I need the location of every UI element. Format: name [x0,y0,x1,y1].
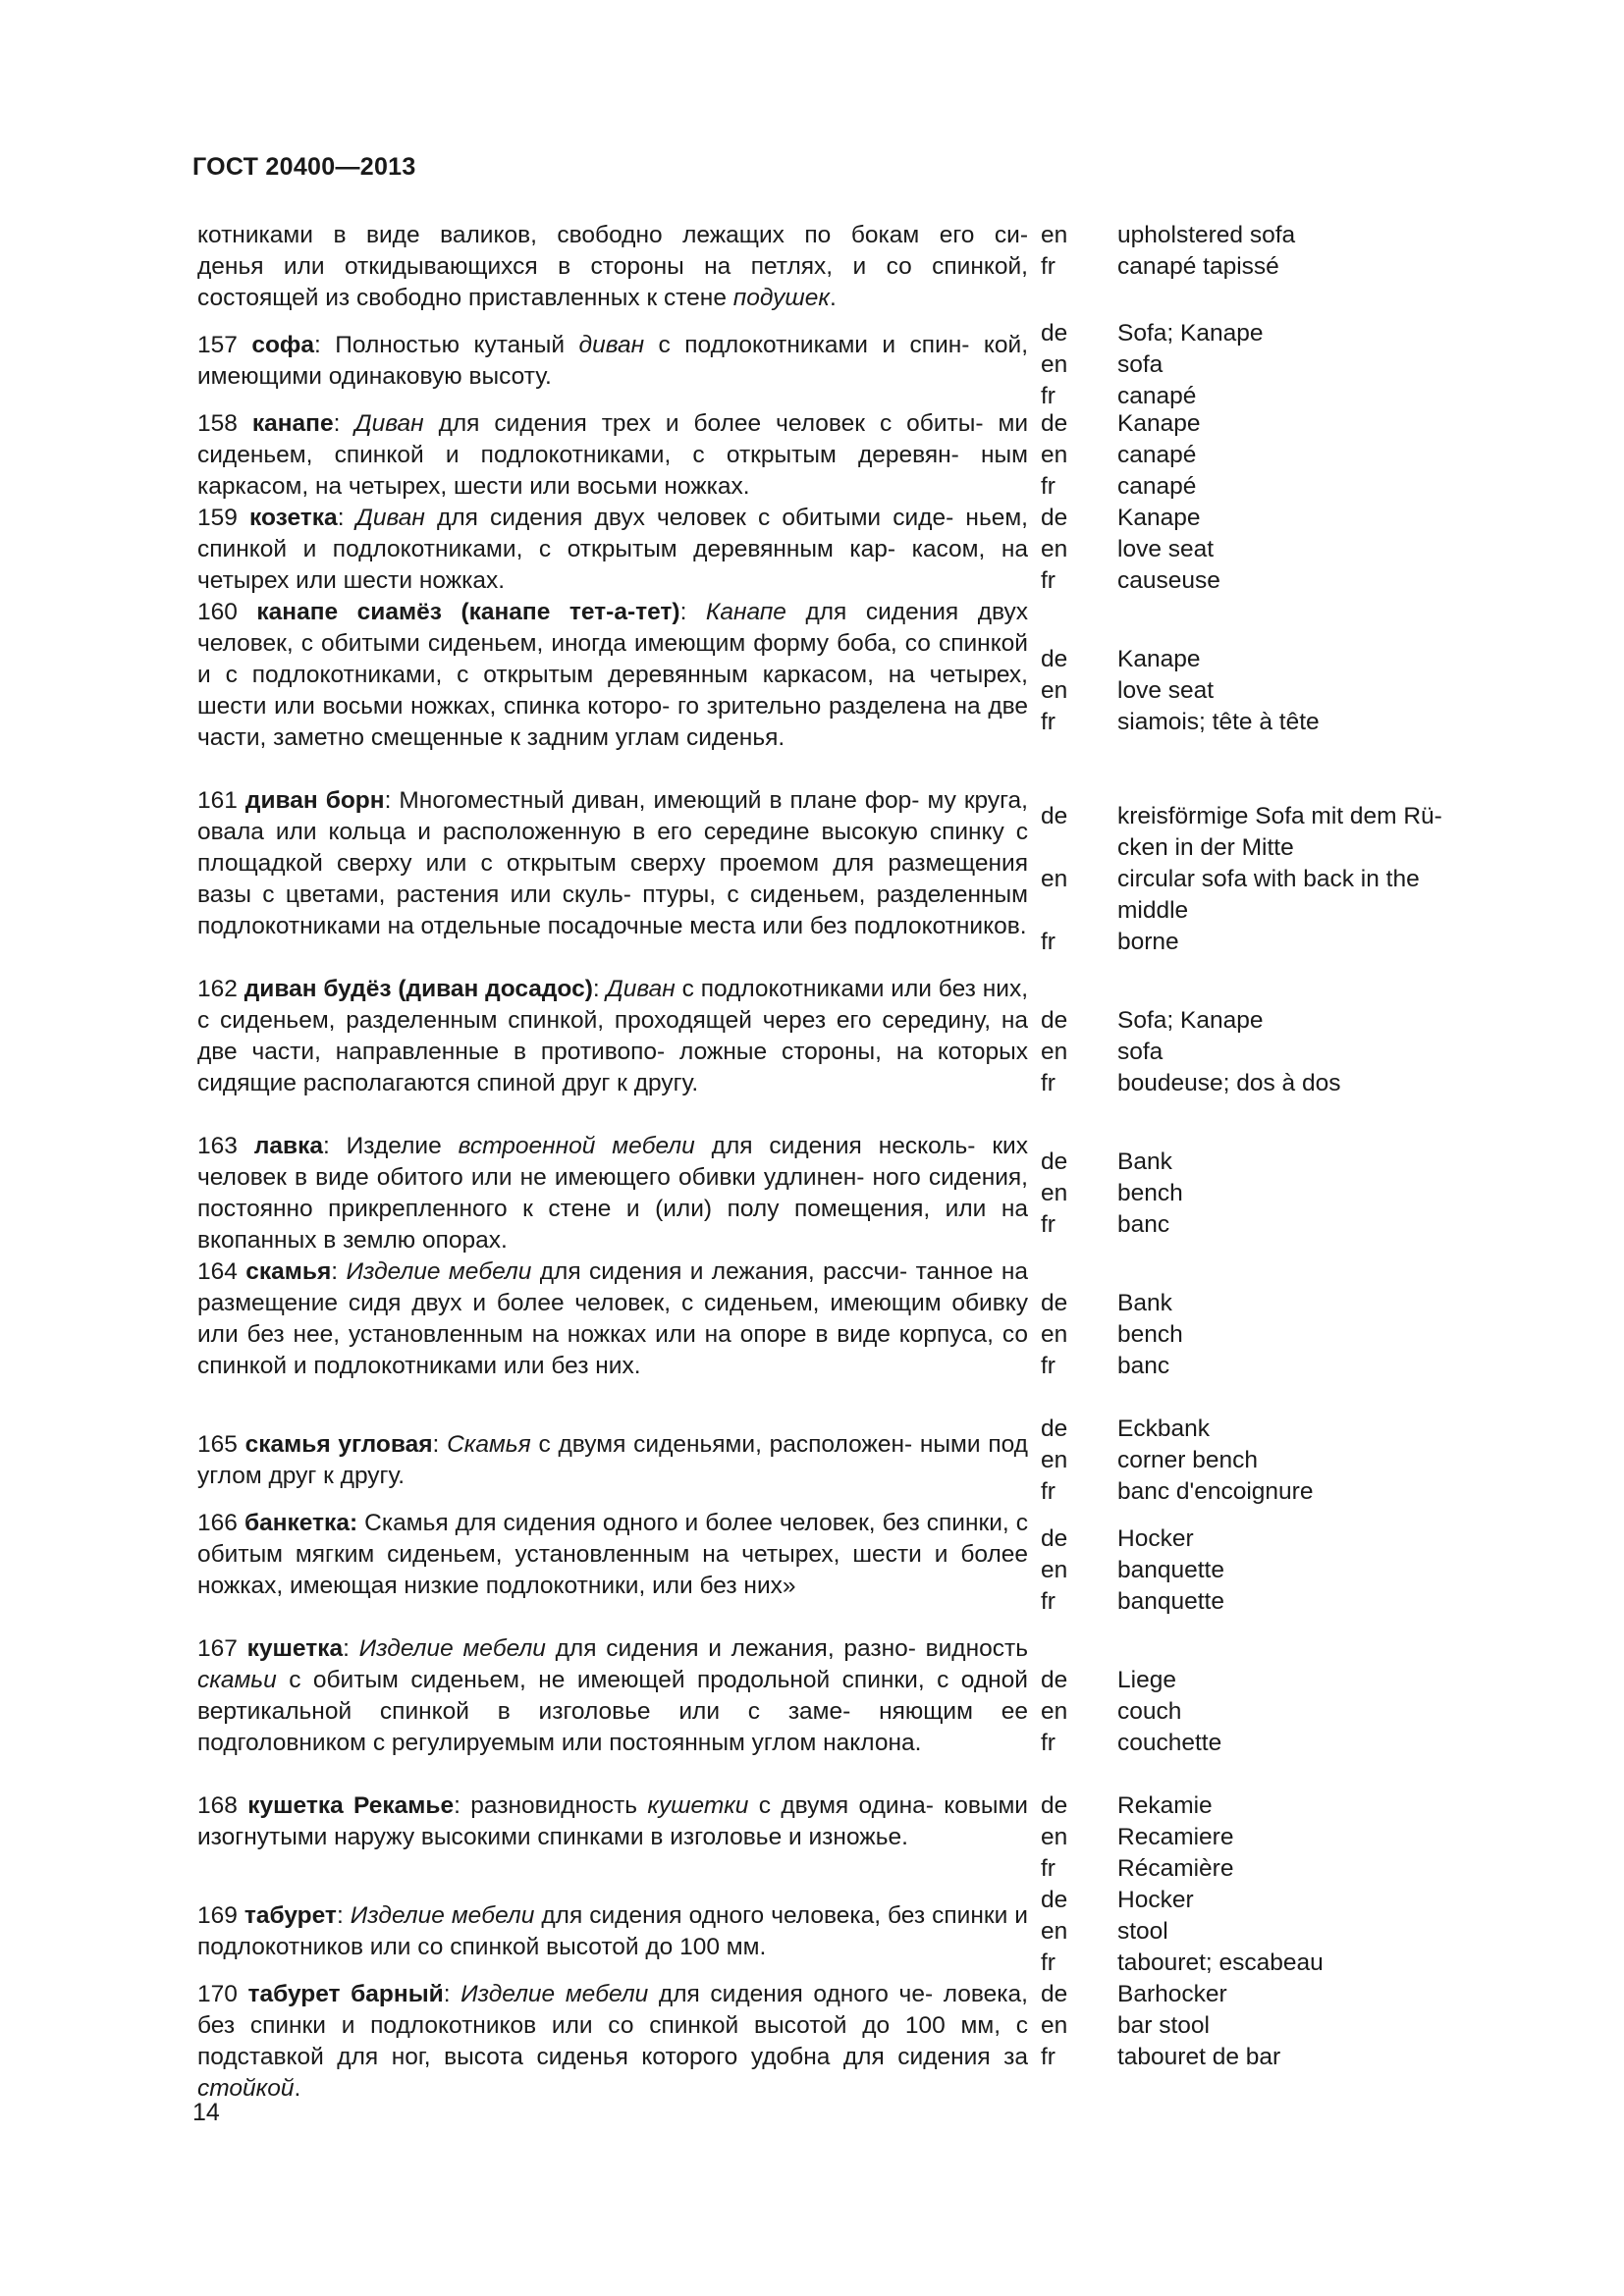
translation-term: sofa [1117,1039,1164,1065]
language-codes [1041,408,1088,503]
term-title: скамья угловая [244,1431,433,1458]
translation-term: Sofa; Kanape [1117,320,1264,347]
lang-code: de [1041,646,1068,672]
lang-code: fr [1041,1353,1056,1379]
lang-code: en [1041,1447,1068,1473]
term-title: кушетка [246,1635,344,1662]
translation-term: Liege [1117,1667,1176,1693]
language-codes [1041,644,1088,738]
italic-term-ref: Диван [606,976,676,1002]
translation-term: couch [1117,1698,1182,1725]
lang-code: en [1041,1824,1068,1850]
language-codes [1041,1979,1088,2073]
lang-code: en [1041,1039,1068,1065]
translation-term: canapé [1117,442,1197,468]
translation-term: banquette [1117,1588,1224,1615]
definition-part: для сидения одного че- ловека, без спинки и подлокотников или со спинкой высотой до 100 мм, с подставкой для ног, высота сиденья которого удобна для сидения за [197,1981,1028,2070]
translation-term: Hocker [1117,1887,1194,1913]
lang-code: en [1041,1321,1068,1348]
term-title: канапе [251,410,334,437]
lang-code: fr [1041,253,1056,280]
lang-code: de [1041,410,1068,437]
italic-term-ref: Изделие мебели [346,1258,532,1285]
term-title: табурет [244,1902,337,1929]
lang-code: en [1041,1698,1068,1725]
italic-term-ref: встроенной мебели [458,1133,695,1159]
lang-code: fr [1041,1588,1056,1615]
definition-part: для сидения несколь- ких человек в виде обитого или не имеющего обивки удлинен- ного сидения, постоянно прикрепленного к стене и (или) полу помещения, или на вкопанных в землю опорах. [197,1133,1028,1254]
translation-term: Eckbank [1117,1415,1210,1442]
term-title: диван борн [244,787,385,814]
definition-part: : разновидность [454,1792,648,1819]
lang-code: de [1041,1792,1068,1819]
translation-term: upholstered sofa [1117,222,1296,248]
term-number: 169 [197,1902,238,1929]
language-codes [1041,1414,1088,1508]
translation-term: Hocker [1117,1525,1194,1552]
definition-part: для сидения и лежания, рассчи- танное на размещение сидя двух и более человек, с сиденьем, имеющим обивку или без нее, установленным на ножках или на опоре в виде корпуса, со спинкой и подлокотниками или без них. [197,1258,1028,1379]
translation-term: Rekamie [1117,1792,1213,1819]
italic-term-ref: Изделие мебели [350,1902,535,1929]
lang-code: fr [1041,567,1056,594]
definition-part: с двумя одина- ковыми изогнутыми наружу высокими спинками в изголовье и изножье. [197,1792,1028,1850]
definition-part: : [336,1902,351,1929]
translation-term: canapé [1117,473,1197,500]
term-title: банкетка: [244,1510,358,1536]
translations [1117,408,1490,503]
lang-code: de [1041,1981,1068,2007]
translation-term: banquette [1117,1557,1224,1583]
translation-term: Bank [1117,1148,1172,1175]
term-number: 161 [197,787,238,814]
translation-term: stool [1117,1918,1168,1945]
translation-term: Bank [1117,1290,1172,1316]
definition-text [197,330,1028,393]
translations [1117,644,1490,738]
language-codes [1041,801,1088,958]
definition-part: : Многоместный диван, имеющий в плане фор- му круга, овала или кольца и расположенную в его середине высокую спинку с площадкой сверху или с открытым сверху проемом для размещения вазы с цветами, растения или скуль- птуры, с сиденьем, разделенным подлокотниками на отдельные посадочные места или без подлокотников. [197,787,1028,939]
lang-code: de [1041,1887,1068,1913]
translations [1117,1523,1490,1618]
translations [1117,1885,1490,1979]
translation-term: Kanape [1117,646,1201,672]
definition-line-text: состоящей из свободно приставленных к стене [197,285,733,311]
definition-part: с двумя сиденьями, расположен- ными под углом друг к другу. [197,1431,1028,1489]
definition-part: для сидения двух человек с обитыми сиде- ньем, спинкой и подлокотниками, с открытым деревянным кар- касом, на четырех или шести ножках. [197,505,1028,594]
lang-code: fr [1041,709,1056,735]
translations [1117,220,1490,283]
definition-part: : [679,599,706,625]
language-codes [1041,220,1088,283]
page-number: 14 [192,2099,220,2126]
translation-term: Barhocker [1117,1981,1227,2007]
definition-text [197,1429,1028,1492]
term-title: кушетка Рекамье [247,1792,455,1819]
language-codes [1041,318,1088,412]
definition-text [197,1979,1028,2105]
term-title: диван будёз (диван досадос) [244,976,593,1002]
translations [1117,801,1490,958]
italic-term-ref: Канапе [705,599,786,625]
definition-part: : Изделие [322,1133,459,1159]
definition-part: Скамья для сидения одного и более человек, без спинки, с обитым мягким сиденьем, установленным на четырех, шести и более ножках, имеющая низкие подлокотники, или без них» [197,1510,1028,1599]
translation-term: love seat [1117,677,1215,704]
definition-text [197,1256,1028,1382]
lang-code: fr [1041,1730,1056,1756]
lang-code: fr [1041,383,1056,409]
translations [1117,318,1490,412]
definition-part: : [343,1635,359,1662]
translations [1117,1288,1490,1382]
translation-term: couchette [1117,1730,1222,1756]
lang-code: en [1041,1557,1068,1583]
definition-part: с обитым сиденьем, не имеющей продольной спинки, с одной вертикальной спинкой в изголовье или с заме- няющим ее подголовником с регулируемым или постоянным углом наклона. [197,1667,1028,1756]
lang-code: fr [1041,1211,1056,1238]
definition-line: котниками в виде валиков, свободно лежащих по бокам его си- [197,222,1028,248]
translations [1117,1979,1490,2073]
lang-code: en [1041,1180,1068,1206]
italic-term-ref: Диван [354,410,424,437]
definition-part: для сидения и лежания, разно- видность [545,1635,1028,1662]
italic-term-ref: Изделие мебели [460,1981,649,2007]
lang-code: fr [1041,1949,1056,1976]
term-title: скамья [245,1258,332,1285]
lang-code: en [1041,866,1068,892]
language-codes [1041,1147,1088,1241]
translation-term: love seat [1117,536,1215,562]
term-number: 159 [197,505,238,531]
translation-term: boudeuse; dos à dos [1117,1070,1341,1096]
translations [1117,1790,1490,1885]
page-header: ГОСТ 20400—2013 [192,153,416,181]
definition-part: : [337,505,356,531]
lang-code: de [1041,803,1068,829]
definition-text [197,785,1028,942]
lang-code: de [1041,1415,1068,1442]
definition-text [197,1790,1028,1853]
translation-term: bar stool [1117,2012,1210,2039]
lang-code: de [1041,1290,1068,1316]
lang-code: en [1041,222,1068,248]
definition-text [197,1633,1028,1759]
definition-text [197,503,1028,597]
lang-code: en [1041,351,1068,378]
definition-text [197,408,1028,503]
lang-code: de [1041,320,1068,347]
translation-term: canapé tapissé [1117,253,1279,280]
lang-code: en [1041,677,1068,704]
definition-text [197,220,1028,314]
language-codes [1041,1288,1088,1382]
translation-term: banc [1117,1211,1170,1238]
term-title: табурет барный [247,1981,444,2007]
translation-term: circular sofa with back in the middle [1117,866,1420,924]
term-number: 162 [197,976,238,1002]
italic-term-ref: Диван [355,505,425,531]
lang-code: fr [1041,473,1056,500]
term-title: козетка [249,505,338,531]
translation-term: corner bench [1117,1447,1259,1473]
translation-term: causeuse [1117,567,1220,594]
punctuation: . [829,285,837,311]
lang-code: fr [1041,2044,1056,2070]
translation-term: tabouret; escabeau [1117,1949,1324,1976]
italic-term-ref: кушетки [647,1792,749,1819]
definition-line: денья или откидывающихся в стороны на петлях, и со спинкой, [197,253,1028,280]
translation-term: Récamière [1117,1855,1234,1882]
translation-term: bench [1117,1180,1183,1206]
translation-term: canapé [1117,383,1197,409]
lang-code: en [1041,442,1068,468]
translation-term: kreisförmige Sofa mit dem Rü- cken in der Mitte [1117,803,1442,861]
lang-code: de [1041,1148,1068,1175]
definition-part: : [333,410,355,437]
definition-text [197,1900,1028,1963]
translation-term: sofa [1117,351,1164,378]
term-number: 168 [197,1792,238,1819]
translations [1117,1005,1490,1099]
language-codes [1041,503,1088,597]
translation-term: Kanape [1117,505,1201,531]
translation-term: banc [1117,1353,1170,1379]
lang-code: en [1041,536,1068,562]
term-number: 163 [197,1133,238,1159]
definition-part: : [432,1431,448,1458]
definition-part: : [592,976,607,1002]
italic-term-ref: Изделие мебели [358,1635,546,1662]
language-codes [1041,1790,1088,1885]
translation-term: Recamiere [1117,1824,1234,1850]
translation-term: siamois; tête à tête [1117,709,1320,735]
translations [1117,1147,1490,1241]
language-codes [1041,1665,1088,1759]
term-title: канапе сиамёз (канапе тет-а-тет) [256,599,680,625]
term-number: 165 [197,1431,238,1458]
definition-text [197,974,1028,1099]
term-number: 158 [197,410,238,437]
lang-code: de [1041,1525,1068,1552]
definition-part: с подлокотниками и спин- кой, имеющими одинаковую высоту. [197,332,1029,390]
italic-term-ref: подушек [732,285,830,311]
translation-term: bench [1117,1321,1183,1348]
definition-line [197,283,1028,314]
translation-term: tabouret de bar [1117,2044,1281,2070]
translation-term: Kanape [1117,410,1201,437]
definition-part: для сидения трех и более человек с обиты- ми сиденьем, спинкой и подлокотниками, с открытым деревян- ным каркасом, на четырех, шести или восьми ножках. [197,410,1028,500]
translations [1117,1665,1490,1759]
term-number: 160 [197,599,238,625]
definition-part: . [294,2075,301,2102]
lang-code: fr [1041,1070,1056,1096]
translation-term: banc d'encoignure [1117,1478,1314,1505]
definition-text [197,1508,1028,1602]
italic-term-ref: скамьи [197,1667,277,1693]
translations [1117,503,1490,597]
definition-part: : Полностью кутаный [314,332,579,358]
italic-term-ref: Скамья [447,1431,531,1458]
lang-code: fr [1041,1478,1056,1505]
term-number: 157 [197,332,238,358]
lang-code: en [1041,2012,1068,2039]
translation-term: Sofa; Kanape [1117,1007,1264,1034]
lang-code: en [1041,1918,1068,1945]
definition-part: с подлокотниками или без них, с сиденьем, разделенным спинкой, проходящей через его середину, на две части, направленные в противопо- ложные стороны, на которых сидящие располагаются спиной друг к другу. [197,976,1028,1096]
term-title: лавка [253,1133,323,1159]
term-number: 166 [197,1510,238,1536]
definition-part: для сидения двух человек, с обитыми сиденьем, иногда имеющим форму боба, со спинкой и с подлокотниками, с открытым деревянным каркасом, на четырех, шести или восьми ножках, спинка которо- го зрительно разделена на две части, заметно смещенные к задним углам сиденья. [197,599,1028,751]
definition-part: : [331,1258,347,1285]
italic-term-ref: диван [578,332,645,358]
language-codes [1041,1005,1088,1099]
translations [1117,1414,1490,1508]
definition-part: : [443,1981,461,2007]
term-number: 164 [197,1258,238,1285]
definition-text [197,597,1028,754]
italic-term-ref: стойкой [197,2075,295,2102]
term-number: 167 [197,1635,238,1662]
term-number: 170 [197,1981,238,2007]
translation-term: borne [1117,929,1179,955]
definition-part: для сидения одного человека, без спинки и подлокотников или со спинкой высотой до 100 мм. [197,1902,1028,1960]
term-title: софа [251,332,314,358]
language-codes [1041,1885,1088,1979]
lang-code: de [1041,505,1068,531]
definition-text [197,1131,1028,1256]
lang-code: fr [1041,929,1056,955]
lang-code: fr [1041,1855,1056,1882]
lang-code: de [1041,1007,1068,1034]
lang-code: de [1041,1667,1068,1693]
language-codes [1041,1523,1088,1618]
